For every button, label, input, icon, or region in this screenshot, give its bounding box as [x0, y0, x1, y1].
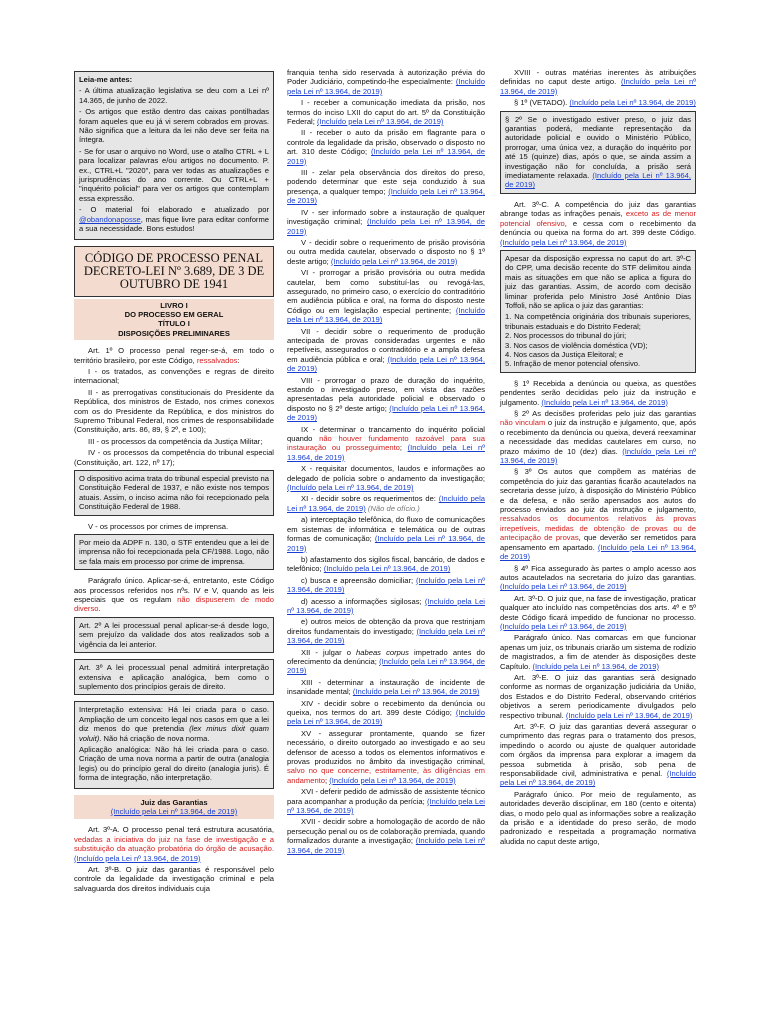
- art1-item: II - as prerrogativas constitucionais do Presidente da República, dos ministros de Estado, nos crimes conexos com os do Presidente da República, e dos ministros do Supremo Tribunal Federal, nos crimes de responsabilidade (Constituição, arts. 86, 89, § 2º, e 100);: [74, 387, 274, 435]
- note-box-tribunal: O dispositivo acima trata do tribunal especial previsto na Constituição Federal de 1937, e não existe nos tempos atuais. Assim, o inciso acima não foi recepcionado pela Constituição Federal de 1988.: [74, 470, 274, 516]
- column-3: [500, 68, 696, 848]
- law-reference-link[interactable]: (Incluído pela Lei nº 13.964, de 2019): [500, 446, 696, 466]
- law-reference-link[interactable]: (Incluído pela Lei nº 13.964, de 2019): [287, 147, 485, 166]
- law-reference-link[interactable]: (Incluído pela Lei nº 13.964, de 2019): [287, 494, 485, 513]
- law-reference-link[interactable]: (Incluído pela Lei nº 13.964, de 2019): [287, 796, 485, 816]
- art3c-par-3: § 3º Os autos que compõem as matérias de competência do juiz das garantias ficarão acautelados na secretaria desse juízo, à disposição do Ministério Público e da defesa, e não serão apensados aos autos do processo enviados ao juiz da instrução e julgamento, ressalvados os documentos relativos às provas irrepetíveis, medidas de obtenção de provas ou de antecipação de provas, que deverão ser remetidos para apensamento em apartado. (Incluído pela Lei nº 13.964, de 2019): [500, 467, 696, 562]
- list-item: 4. Nos casos da Justiça Eleitoral; e: [505, 349, 624, 359]
- article-3d: Art. 3º-D. O juiz que, na fase de investigação, praticar qualquer ato incluído nas competências dos arts. 4º e 5º deste Código ficará impedido de funcionar no processo. (Incluído pela Lei nº 13.964, de 2019): [500, 593, 696, 631]
- list-item: 5. Infração de menor potencial ofensivo.: [505, 359, 641, 369]
- art3b-item: I - receber a comunicação imediata da prisão, nos termos do inciso LXII do caput do art. 5º da Constituição Federal; (Incluído pela Lei nº 13.964, de 2019): [287, 98, 485, 127]
- section-title: Juiz das Garantias: [140, 797, 208, 807]
- law-reference-link[interactable]: (Incluído pela Lei nº 13.964, de 2019): [329, 775, 456, 785]
- article-3b: Art. 3º-B. O juiz das garantias é responsável pelo controle da legalidade da investigação criminal e pela salvaguarda dos direitos individuais cuja: [74, 865, 274, 893]
- art3b-subitem: a) interceptação telefônica, do fluxo de comunicações em sistemas de informática e telemática ou de outras formas de comunicação; (Incluído pela Lei nº 13.964, de 2019): [287, 515, 485, 553]
- law-reference-link[interactable]: (Incluído pela Lei nº 13.964, de 2019): [500, 542, 696, 562]
- art3b-item-xiv: XIV - decidir sobre o recebimento da denúncia ou queixa, nos termos do art. 399 deste Código; (Incluído pela Lei nº 13.964, de 2019): [287, 698, 485, 727]
- law-reference-link[interactable]: (Incluído pela Lei nº 13.964, de 2019): [287, 656, 485, 676]
- note-title: Leia-me antes:: [79, 75, 133, 84]
- article-3a: Art. 3º-A. O processo penal terá estrutura acusatória, vedadas a iniciativa do juiz na fase de investigação e a substituição da atuação probatória do órgão de acusação. (Incluído pela Lei nº 13.964, de 2019): [74, 825, 274, 863]
- art3b-item-xvi: XVI - deferir pedido de admissão de assistente técnico para acompanhar a produção da perícia; (Incluído pela Lei nº 13.964, de 2019): [287, 787, 485, 816]
- law-reference-link[interactable]: (Incluído pela Lei nº 13.964, de 2019): [287, 596, 485, 615]
- code-title: CÓDIGO DE PROCESSO PENAL DECRETO-LEI Nº 3.689, DE 3 DE OUTUBRO DE 1941: [74, 246, 274, 297]
- reading-note-box: [74, 71, 274, 240]
- art3b-par-1: § 1º (VETADO). (Incluído pela Lei nº 13.964, de 2019): [514, 98, 696, 108]
- column-1: [74, 68, 274, 895]
- list-item: 1. Na competência originária dos tribunais superiores, tribunais estaduais e do Distrito Federal;: [505, 312, 691, 331]
- book-subheading: DO PROCESSO EM GERAL: [124, 309, 224, 319]
- art3b-item-xiii: XIII - determinar a instauração de incidente de insanidade mental; (Incluído pela Lei nº 13.964, de 2019): [287, 677, 485, 697]
- list-item: 3. Nos casos de violência doméstica (VD);: [505, 340, 648, 350]
- art1-item: III - os processos da competência da Justiça Militar;: [88, 436, 263, 446]
- article-3c: Art. 3º-C. A competência do juiz das garantias abrange todas as infrações penais, exceto as de menor potencial ofensivo, e cessa com o recebimento da denúncia ou queixa na forma do art. 399 deste Código. (Incluído pela Lei nº 13.964, de 2019): [500, 199, 696, 247]
- art3b-par-2-box: § 2º Se o investigado estiver preso, o juiz das garantias poderá, mediante representação da autoridade policial e ouvido o Ministério Público, prorrogar, uma única vez, a duração do inquérito por até 15 (quinze) dias, após o que, se ainda assim a investigação não for concluída, a prisão será imediatamente relaxada. (Incluído pela Lei nº 13.964, de 2019): [500, 111, 696, 194]
- law-reference-link[interactable]: (Incluído pela Lei nº 13.964, de 2019): [287, 217, 485, 236]
- art3b-subitem: c) busca e apreensão domiciliar; (Incluído pela Lei nº 13.964, de 2019): [287, 575, 485, 595]
- art3b-item: VI - prorrogar a prisão provisória ou outra medida cautelar, bem como substituí-las ou revogá-las, assegurado, no primeiro caso, o exercício do contraditório em audiência pública e oral, na forma do disposto neste Código ou em legislação especial pertinente; (Incluído pela Lei nº 13.964, de 2019): [287, 268, 485, 325]
- law-reference-link[interactable]: (Incluído pela Lei nº 13.964, de 2019): [287, 443, 485, 462]
- note-line: - O material foi elaborado e atualizado por @obandonaposse, mas fique livre para editar conforme a sua necessidade. Bons estudos!: [79, 205, 269, 234]
- law-reference-link[interactable]: (Incluído pela Lei nº 13.964, de 2019): [287, 708, 485, 727]
- art3b-item: IV - ser informado sobre a instauração de qualquer investigação criminal; (Incluído pela Lei nº 13.964, de 2019): [287, 207, 485, 236]
- law-reference-link[interactable]: (Incluído pela Lei nº 13.964, de 2019): [500, 77, 696, 96]
- art3b-subitem: e) outros meios de obtenção da prova que restrinjam direitos fundamentais do investigado; (Incluído pela Lei nº 13.964, de 2019): [287, 617, 485, 646]
- note-line: - A última atualização legislativa se deu com a Lei nº 14.365, de junho de 2022.: [79, 86, 269, 105]
- art3b-item: III - zelar pela observância dos direitos do preso, podendo determinar que este seja conduzido à sua presença, a qualquer tempo; (Incluído pela Lei nº 13.964, de 2019): [287, 168, 485, 206]
- art3b-item-x: X - requisitar documentos, laudos e informações ao delegado de polícia sobre o andamento da investigação; (Incluído pela Lei nº 13.964, de 2019): [287, 464, 485, 493]
- art3b-item-xv: XV - assegurar prontamente, quando se fizer necessário, o direito outorgado ao investigado e ao seu defensor de acesso a todos os elementos informativos e provas produzidos no âmbito da investigação criminal, salvo no que concerne, estritamente, às diligências em andamento; (Incluído pela Lei nº 13.964, de 2019): [287, 728, 485, 785]
- art3b-intro: franquia tenha sido reservada à autorização prévia do Poder Judiciário, competindo-lhe especialmente: (Incluído pela Lei nº 13.964, de 2019): [287, 68, 485, 96]
- law-reference-link[interactable]: (Incluído pela Lei nº 13.964, de 2019): [110, 806, 238, 816]
- art3f-paragrafo-unico: Parágrafo único. Por meio de regulamento, as autoridades deverão disciplinar, em 180 (cento e oitenta) dias, o modo pelo qual as informações sobre a realização da prisão e a identidade do preso serão, de modo padronizado e respeitada a programação normativa aludida no caput deste artigo,: [500, 789, 696, 846]
- art3b-subitem: b) afastamento dos sigilos fiscal, bancário, de dados e telefônico; (Incluído pela Lei nº 13.964, de 2019): [287, 554, 485, 574]
- law-reference-link[interactable]: (Incluído pela Lei nº 13.964, de 2019): [287, 534, 485, 553]
- law-reference-link[interactable]: (Incluído pela Lei nº 13.964, de 2019): [505, 171, 691, 190]
- art3b-item: II - receber o auto da prisão em flagrante para o controle da legalidade da prisão, observado o disposto no art. 310 deste Código; (Incluído pela Lei nº 13.964, de 2019): [287, 128, 485, 166]
- law-reference-link[interactable]: (Incluído pela Lei nº 13.964, de 2019): [74, 853, 201, 863]
- note-line: - Os artigos que estão dentro das caixas pontilhadas foram aqueles que eu já vi serem cobrados em provas. Não significa que a leitura da lei não deve ser feita na íntegra.: [79, 107, 269, 145]
- law-reference-link[interactable]: (Incluído pela Lei nº 13.964, de 2019): [330, 256, 458, 266]
- law-reference-link[interactable]: (Incluído pela Lei nº 13.964, de 2019): [532, 661, 660, 671]
- art1-paragrafo-unico: Parágrafo único. Aplicar-se-á, entretanto, este Código aos processos referidos nos nºs. IV e V, quando as leis especiais que os regulam não dispuserem de modo diverso.: [74, 576, 274, 614]
- art3c-par-4: § 4º Fica assegurado às partes o amplo acesso aos autos acautelados na secretaria do juízo das garantias. (Incluído pela Lei nº 13.964, de 2019): [500, 563, 696, 592]
- law-reference-link[interactable]: (Incluído pela Lei nº 13.964, de 2019): [287, 354, 485, 374]
- art3b-item: VII - decidir sobre o requerimento de produção antecipada de provas consideradas urgentes e não repetíveis, assegurados o contraditório e a ampla defesa em audiência pública e oral; (Incluído pela Lei nº 13.964, de 2019): [287, 326, 485, 374]
- law-reference-link[interactable]: (Incluído pela Lei nº 13.964, de 2019): [287, 403, 486, 423]
- note-line: - Se for usar o arquivo no Word, use o atalho CTRL + L para localizar palavras e/ou artigos no documento. P. ex., CTRL+L "2020", para ver todas as atualizações e jurisprudências do ano corrente. Ou CTRL+L + "inquérito policial" para ver os artigos que contemplam essa expressão.: [79, 146, 269, 203]
- book-heading: LIVRO I: [160, 300, 188, 310]
- art3b-subitem: d) acesso a informações sigilosas; (Incluído pela Lei nº 13.964, de 2019): [287, 596, 485, 615]
- art3b-item: V - decidir sobre o requerimento de prisão provisória ou outra medida cautelar, observado o disposto no § 1º deste artigo; (Incluído pela Lei nº 13.964, de 2019): [287, 237, 485, 266]
- law-reference-link[interactable]: (Incluído pela Lei nº 13.964, de 2019): [287, 575, 485, 595]
- article-3f: Art. 3º-F. O juiz das garantias deverá assegurar o cumprimento das regras para o tratamento dos presos, impedindo o acordo ou ajuste de qualquer autoridade com órgãos da imprensa para explorar a imagem da pessoa submetida à prisão, sob pena de responsabilidade civil, administrativa e penal. (Incluído pela Lei nº 13.964, de 2019): [500, 722, 696, 788]
- art3b-item-xviii: XVIII - outras matérias inerentes às atribuições definidas no caput deste artigo. (Incluído pela Lei nº 13.964, de 2019): [500, 68, 696, 96]
- art3c-par-1: § 1º Recebida a denúncia ou queixa, as questões pendentes serão decididas pelo juiz da instrução e julgamento. (Incluído pela Lei nº 13.964, de 2019): [500, 378, 696, 407]
- art3c-par-2: § 2º As decisões proferidas pelo juiz das garantias não vinculam o juiz da instrução e julgamento, que, após o recebimento da denúncia ou queixa, deverá reexaminar a necessidade das medidas cautelares em curso, no prazo máximo de 10 (dez) dias. (Incluído pela Lei nº 13.964, de 2019): [500, 409, 697, 466]
- art3b-item-ix: IX - determinar o trancamento do inquérito policial quando não houver fundamento razoável para sua instauração ou prosseguimento; (Incluído pela Lei nº 13.964, de 2019): [287, 424, 485, 462]
- article-1: Art. 1º O processo penal reger-se-á, em todo o território brasileiro, por este Código, ressalvados:: [74, 346, 274, 365]
- law-reference-link[interactable]: (Incluído pela Lei nº 13.964, de 2019): [287, 186, 485, 206]
- art3b-item-xi: XI - decidir sobre os requerimentos de: (Incluído pela Lei nº 13.964, de 2019) (Não de ofício.): [287, 494, 485, 513]
- art3d-paragrafo-unico: Parágrafo único. Nas comarcas em que funcionar apenas um juiz, os tribunais criarão um sistema de rodízio de magistrados, a fim de atender às disposições deste Capítulo. (Incluído pela Lei nº 13.964, de 2019): [500, 633, 696, 671]
- article-3e: Art. 3º-E. O juiz das garantias será designado conforme as normas de organização judiciária da União, dos Estados e do Distrito Federal, observando critérios objetivos a serem periodicamente divulgados pelo respectivo tribunal. (Incluído pela Lei nº 13.964, de 2019): [500, 672, 696, 720]
- art1-item-v: V - os processos por crimes de imprensa.: [88, 521, 229, 531]
- law-reference-link[interactable]: (Incluído pela Lei nº 13.964, de 2019): [287, 836, 485, 855]
- art3b-item: VIII - prorrogar o prazo de duração do inquérito, estando o investigado preso, em vista das razões apresentadas pela autoridade policial e observado o disposto no § 2º deste artigo; (Incluído pela Lei nº 13.964, de 2019): [287, 375, 486, 423]
- interpretation-note-box: Interpretação extensiva: Há lei criada para o caso. Ampliação de um conceito legal nos casos em que a lei diz menos do que pretendia (lex minus dixit quam voluit). Não há criação de nova norma. Aplicação analógica: Não há lei criada para o caso. Criação de uma nova norma a partir de outra (analogia legis) ou do princípio geral do direito (analogia juris). É forma de integração, não interpretação.: [74, 701, 274, 788]
- law-reference-link[interactable]: (Incluído pela Lei nº 13.964, de 2019): [287, 626, 485, 646]
- law-reference-link[interactable]: (Incluído pela Lei nº 13.964, de 2019): [500, 582, 627, 592]
- author-handle-link[interactable]: @obandonaposse: [79, 214, 141, 224]
- stf-note-box: Apesar da disposição expressa no caput do art. 3º-C do CPP, uma decisão recente do STF delimitou ainda mais as situações em que não se aplica a figura do juiz das garantias. Assim, de acordo com decisão liminar proferida pelo Ministro José Antônio Dias Toffoli, não se aplica o juiz das garantias: 1. Na competência originária dos tribunais superiores, tribunais estaduais e do Distrito Federal; 2. Nos processos do tribunal do júri; 3. Nos casos de violência doméstica (VD); 4. Nos casos da Justiça Eleitoral; e 5. Infração de menor potencial ofensivo.: [500, 250, 696, 373]
- law-reference-link[interactable]: (Incluído pela Lei nº 13.964, de 2019): [569, 98, 696, 108]
- column-2: [287, 68, 485, 857]
- law-reference-link[interactable]: (Incluído pela Lei nº 13.964, de 2019): [352, 687, 480, 697]
- art1-item: IV - os processos da competência do tribunal especial (Constituição, art. 122, nº 17);: [74, 448, 274, 467]
- art3b-item-xvii: XVII - decidir sobre a homologação de acordo de não persecução penal ou os de colaboração premiada, quando formalizados durante a investigação; (Incluído pela Lei nº 13.964, de 2019): [287, 817, 486, 855]
- list-item: 2. Nos processos do tribunal do júri;: [505, 331, 627, 341]
- article-3-box: Art. 3º A lei processual penal admitirá interpretação extensiva e aplicação analógica, bem como o suplemento dos princípios gerais de direito.: [74, 659, 274, 695]
- law-reference-link[interactable]: (Incluído pela Lei nº 13.964, de 2019): [541, 397, 668, 407]
- law-reference-link[interactable]: (Incluído pela Lei nº 13.964, de 2019): [287, 483, 414, 493]
- art3b-item-xii: XII - julgar o habeas corpus impetrado antes do oferecimento da denúncia; (Incluído pela Lei nº 13.964, de 2019): [287, 647, 485, 676]
- law-reference-link[interactable]: (Incluído pela Lei nº 13.964, de 2019): [565, 710, 693, 720]
- stf-exceptions-list: [505, 312, 691, 368]
- law-reference-link[interactable]: (Incluído pela Lei nº 13.964, de 2019): [500, 237, 627, 247]
- title-heading: TÍTULO I: [158, 319, 190, 329]
- law-reference-link[interactable]: (Incluído pela Lei nº 13.964, de 2019): [287, 305, 485, 325]
- law-reference-link[interactable]: (Incluído pela Lei nº 13.964, de 2019): [287, 77, 485, 96]
- law-reference-link[interactable]: (Incluído pela Lei nº 13.964, de 2019): [500, 769, 696, 788]
- section-juiz-garantias: [74, 795, 274, 820]
- title-subheading: DISPOSIÇÕES PRELIMINARES: [118, 328, 230, 338]
- law-reference-link[interactable]: (Incluído pela Lei nº 13.964, de 2019): [323, 564, 451, 574]
- art1-item: I - os tratados, as convenções e regras de direito internacional;: [74, 366, 274, 386]
- article-2-box: Art. 2º A lei processual penal aplicar-se-á desde logo, sem prejuízo da validade dos atos realizados sob a vigência da lei anterior.: [74, 617, 274, 653]
- heading-block: [74, 299, 274, 341]
- law-reference-link[interactable]: (Incluído pela Lei nº 13.964, de 2019): [500, 621, 627, 631]
- law-reference-link[interactable]: (Incluído pela Lei nº 13.964, de 2019): [316, 117, 444, 127]
- note-box-imprensa: Por meio da ADPF n. 130, o STF entendeu que a lei de imprensa não foi recepcionada pela CF/1988. Logo, não se fala mais em processo por crime de imprensa.: [74, 534, 274, 570]
